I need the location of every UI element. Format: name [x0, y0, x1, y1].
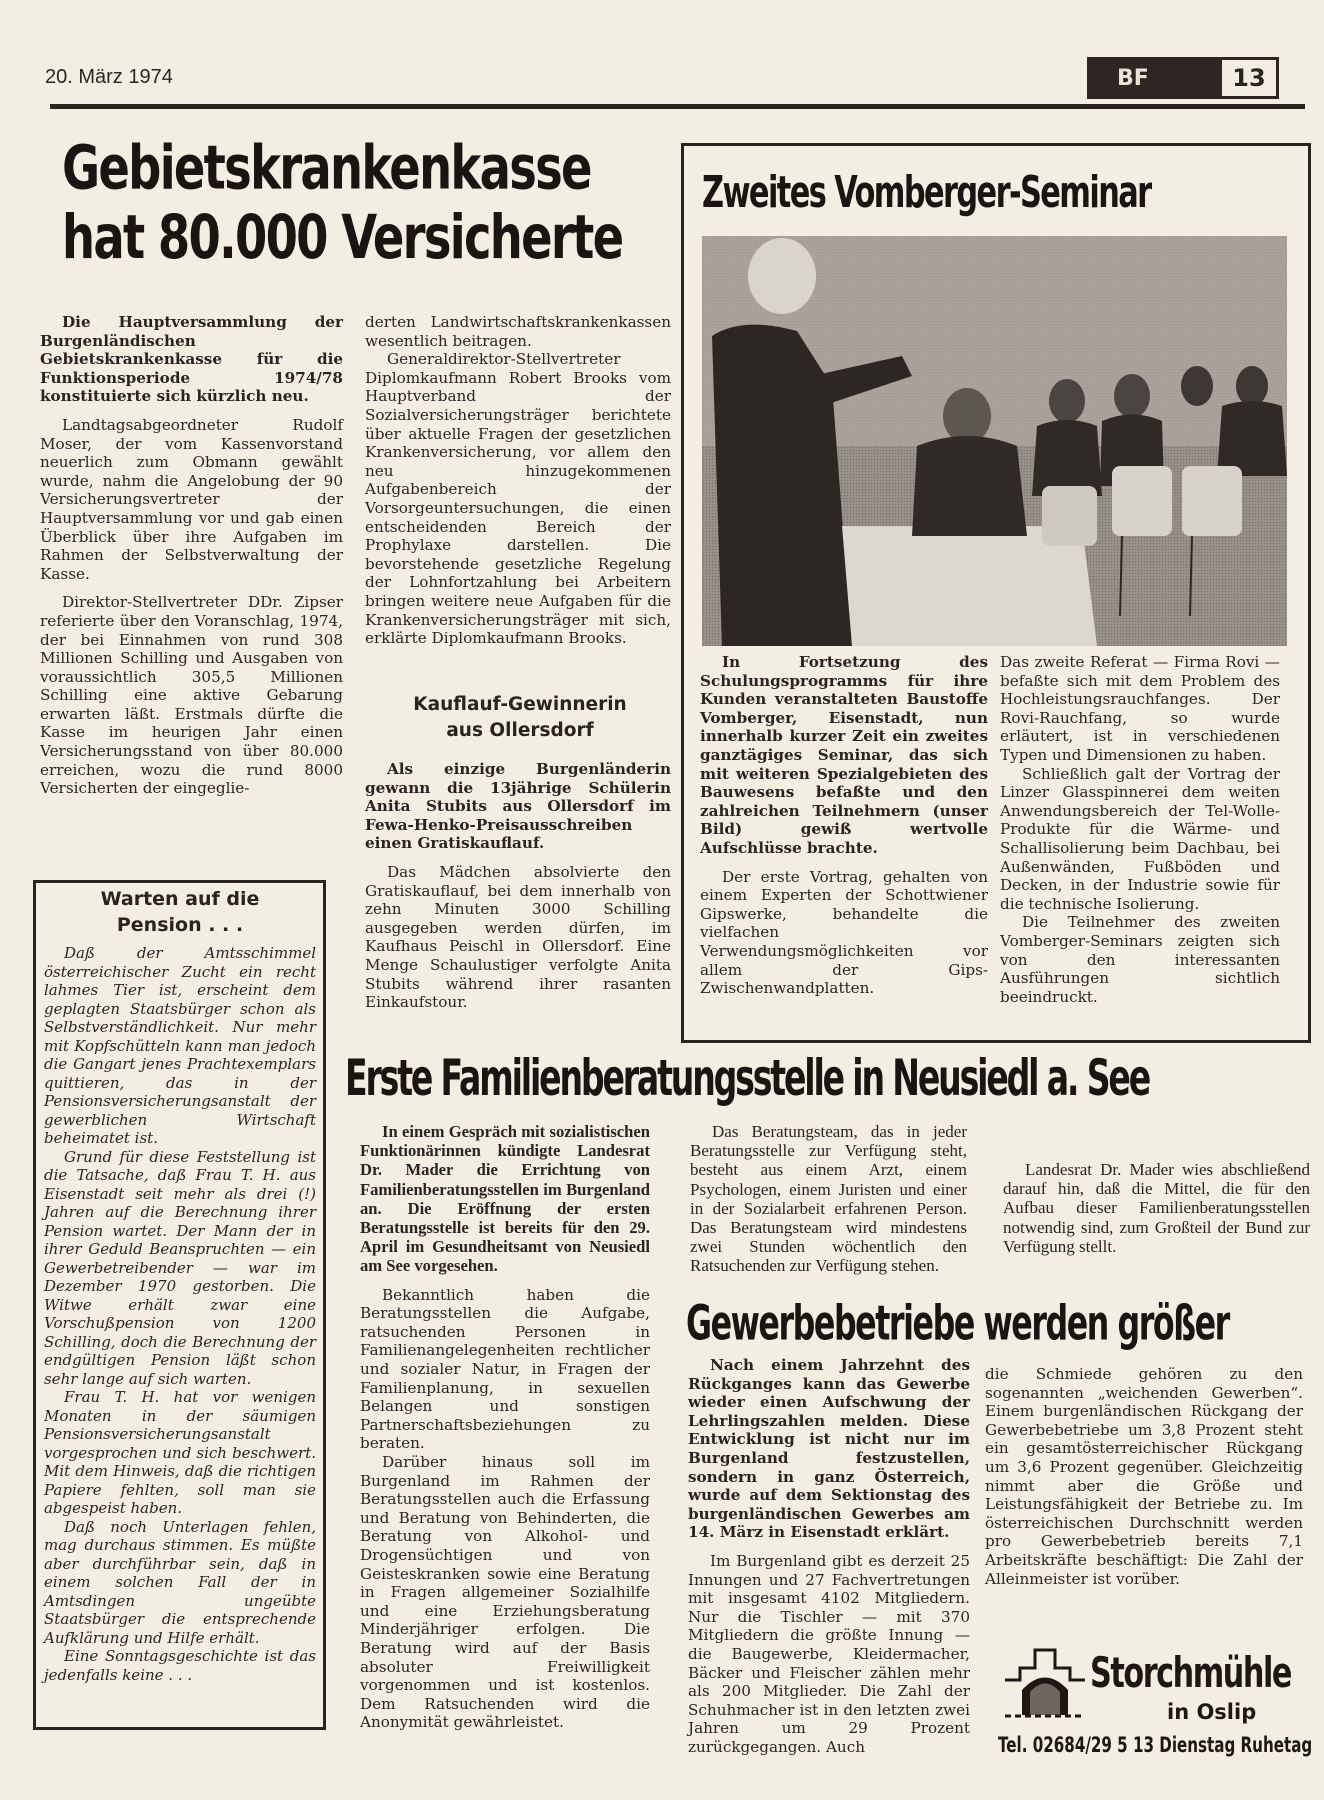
page-number: 13 — [1219, 57, 1279, 99]
page-badge — [1087, 57, 1307, 99]
article-paragraph: Generaldirektor-Stellvertreter Diplomkaufmann Robert Brooks vom Hauptverband der Sozialversicherungsträger berichtete über aktuelle Fragen der gesetzlichen Krankenversicherung, vor allem den neu hinzugekommenen Aufgabenbereich der Vorsorgeuntersuchungen, die einen entscheidenden Bereich der Prophylaxe darstellen. Die bevorstehende gesetzliche Regelung der Lohnfortzahlung bei Arbeitern bringen weitere neue Aufgaben für die Krankenversicherungsträger mit sich, erklärte Diplomkaufmann Brooks. — [365, 350, 671, 648]
article-paragraph: Bekanntlich haben die Beratungsstellen die Aufgabe, ratsuchenden Personen in Familienangelegenheiten rechtlicher und sozialer Natur, in Fragen der Familienplanung, in sexuellen Belangen und sonstigen Partnerschaftsbeziehungen zu beraten. — [360, 1285, 650, 1453]
article-lead: Als einzige Burgenländerin gewann die 13jährige Schülerin Anita Stubits aus Ollersdorf im Fewa-Henko-Preisausschreiben einen Gratiskauflauf. — [365, 760, 671, 853]
article-paragraph: Daß noch Unterlagen fehlen, mag durchaus stimmen. Es müßte aber durchführbar sein, daß in einem solchen Fall der in Amtsdingen ungeübte Staatsbürger die entsprechende Aufklärung und Hilfe erhält. — [44, 1517, 316, 1647]
headline-pension — [40, 886, 320, 938]
header-rule — [50, 104, 1305, 109]
headline-kasse — [62, 132, 623, 273]
article-lead: In einem Gespräch mit sozialistischen Funktionärinnen kündigte Landesrat Dr. Mader die Errichtung von Familienberatungsstellen im Burgenland an. Die Eröffnung der ersten Beratungsstelle ist bereits für den 29. April im Gesundheitsamt von Neusiedl am See vorgesehen. — [360, 1122, 650, 1276]
kauflauf-body — [365, 760, 671, 1012]
headline-line: Pension . . . — [116, 914, 244, 936]
article-paragraph: Schließlich galt der Vortrag der Linzer Glasspinnerei dem weiten Anwendungsbereich der Tel-Wolle-Produkte für die Wärme- und Schallisolierung beim Dachbau, bei Außenwänden, Fußböden und Decken, in der Industrie sowie für die technische Isolierung. — [1000, 764, 1280, 913]
article-paragraph: Frau T. H. hat vor wenigen Monaten in der säumigen Pensionsversicherungsanstalt vorgesprochen und sich beschwert. Mit dem Hinweis, daß die richtigen Papiere fehlten, soll man sie abgespeist haben. — [44, 1388, 316, 1517]
article-lead: In Fortsetzung des Schulungsprogramms für ihre Kunden veranstalteten Baustoffe Vomberger, Eisenstadt, nun innerhalb kurzer Zeit ein zweites ganztägiges Seminar, das sich mit weiteren Spezialgebieten des Bauwesens befaßte und den zahlreichen Teilnehmern (unser Bild) gewiß wertvolle Aufschlüsse brachte. — [700, 653, 988, 857]
ad-contact: Tel. 02684/29 5 13 Dienstag Ruhetag — [998, 1733, 1313, 1757]
article-paragraph: Direktor-Stellvertreter DDr. Zipser referierte über den Voranschlag, 1974, der bei Einnahmen von rund 308 Millionen Schilling und Ausgaben von voraussichtlich 305,5 Millionen Schilling eine aktive Gebarung erwarten läßt. Erstmals dürfte die Kasse im heurigen Jahr einen Versicherungsstand von über 80.000 erreichen, wozu die rund 8000 Versicherten der eingeglie- — [40, 593, 343, 798]
article-paragraph: die Schmiede gehören zu den sogenannten „weichenden Gewerben“. Einem burgenländischen Rückgang der Gewerbebetriebe um 3,8 Prozent steht ein gesamtösterreichischer Rückgang um 3,6 Prozent gegenüber. Gleichzeitig nimmt aber die Größe und Leistungsfähigkeit der Betriebe zu. Im österreichischen Durchschnitt werden pro Gewerbebetrieb bereits 7,1 Arbeitskräfte beschäftigt: Die Zahl der Alleinmeister ist vorüber. — [985, 1365, 1303, 1588]
gewerbe-column-2 — [985, 1365, 1303, 1588]
article-paragraph: Das Beratungsteam, das in jeder Beratungsstelle zur Verfügung steht, besteht aus einem Arzt, einem Psychologen, einem Juristen und einer in der Sozialarbeit erfahrenen Person. Das Beratungsteam wird mindestens zwei Stunden wöchentlich den Ratsuchenden zur Verfügung stehen. — [690, 1122, 967, 1276]
ad-location: in Oslip — [1167, 1700, 1257, 1724]
article-paragraph: Eine Sonntagsgeschichte ist das jedenfalls keine . . . — [44, 1647, 316, 1684]
headline-line: hat 80.000 Versicherte — [62, 201, 623, 273]
gewerbe-column-1 — [688, 1356, 970, 1756]
seminar-photo — [702, 236, 1287, 646]
headline-line: Kauflauf-Gewinnerin — [413, 694, 627, 715]
article-paragraph: derten Landwirtschaftskrankenkassen wesentlich beitragen. — [365, 313, 671, 350]
seminar-column-1 — [700, 653, 988, 998]
headline-line: Warten auf die — [100, 888, 260, 910]
mill-gate-icon — [1000, 1640, 1090, 1724]
article-paragraph: Der erste Vortrag, gehalten von einem Experten der Schottwiener Gipswerke, behandelte die vielfachen Verwendungsmöglichkeiten vor allem der Gips-Zwischenwandplatten. — [700, 867, 988, 998]
article-lead: Die Hauptversammlung der Burgenländischen Gebietskrankenkasse für die Funktionsperiode 1974/78 konstituierte sich kürzlich neu. — [40, 313, 343, 406]
ad-business-name: Storchmühle — [1090, 1648, 1291, 1697]
issue-date: 20. März 1974 — [45, 66, 173, 88]
familien-column-1 — [360, 1122, 650, 1732]
kasse-column-2 — [365, 313, 671, 648]
article-paragraph: Im Burgenland gibt es derzeit 25 Innungen und 27 Fachvertretungen mit insgesamt 4102 Mitgliedern. Nur die Tischler — mit 370 Mitgliedern die größte Innung — die Baugewerbe, Kleidermacher, Bäcker und Fleischer zählen mehr als 200 Mitglieder. Die Zahl der Schuhmacher ist in den letzten zwei Jahren um 29 Prozent zurückgegangen. Auch — [688, 1551, 970, 1756]
article-lead: Nach einem Jahrzehnt des Rückganges kann das Gewerbe wieder einen Aufschwung der Lehrlingszahlen melden. Diese Entwicklung ist nicht nur im Burgenland festzustellen, sondern in ganz Österreich, wurde auf dem Sektionstag des burgenländischen Gewerbes am 14. März in Eisenstadt erklärt. — [688, 1356, 970, 1542]
article-paragraph: Die Teilnehmer des zweiten Vomberger-Seminars zeigten sich von den interessanten Ausführungen sichtlich beeindruckt. — [1000, 913, 1280, 1006]
article-paragraph: Darüber hinaus soll im Burgenland im Rahmen der Beratungsstellen auch die Erfassung und Beratung von Behinderten, die Beratung von Alkohol- und Drogensüchtigen und von Geisteskranken sowie eine Beratung in Fragen allgemeiner Sozialhilfe und eine Erziehungsberatung Minderjähriger erfolgen. Die Beratung wird auf der Basis absoluter Freiwilligkeit vorgenommen und ist kostenlos. Dem Ratsuchenden wird die Anonymität gewährleistet. — [360, 1452, 650, 1732]
headline-familien: Erste Familienberatungsstelle in Neusiedl a. See — [345, 1048, 1150, 1107]
article-paragraph: Daß der Amtsschimmel österreichischer Zucht ein recht lahmes Tier ist, erscheint dem geplagten Staatsbürger schon als Selbstverständlichkeit. Nur mehr mit Kopfschütteln kann man jedoch die Gangart jenes Prachtexemplars quittieren, das in der Pensionsversicherungsanstalt der gewerblichen Wirtschaft beheimatet ist. — [44, 944, 316, 1147]
photo-illustration — [702, 236, 1287, 646]
article-paragraph: Grund für diese Feststellung ist die Tatsache, daß Frau T. H. aus Eisenstadt seit mehr als drei (!) Jahren auf die Berechnung ihrer Pension wartet. Der Mann der in ihrer Geduld Beanspruchten — ein Gewerbetreibender — war im Dezember 1970 gestorben. Die Witwe erhält zwar eine Vorschußpension von 1200 Schilling, doch die Berechnung der endgültigen Pension läßt schon sehr lange auf sich warten. — [44, 1147, 316, 1388]
familien-column-2 — [690, 1122, 967, 1276]
familien-column-3 — [1003, 1160, 1310, 1256]
headline-line: Gebietskrankenkasse — [62, 132, 591, 203]
kasse-column-1 — [40, 313, 343, 798]
article-paragraph: Das Mädchen absolvierte den Gratiskauflauf, bei dem innerhalb von zehn Minuten 3000 Schilling ausgegeben werden dürfen, im Kaufhaus Peischl in Ollersdorf. Eine Menge Schaulustiger verfolgte Anita Stubits während ihrer rasanten Einkaufstour. — [365, 862, 671, 1012]
seminar-column-2 — [1000, 653, 1280, 1006]
section-label: BF — [1087, 57, 1219, 99]
headline-gewerbe: Gewerbebetriebe werden größer — [686, 1295, 1229, 1352]
headline-kauflauf — [370, 692, 670, 744]
headline-line: aus Ollersdorf — [446, 720, 594, 741]
article-paragraph: Landtagsabgeordneter Rudolf Moser, der vom Kassenvorstand neuerlich zum Obmann gewählt wurde, nahm die Angelobung der 90 Versicherungsvertreter der Hauptversammlung vor und gab einen Überblick über ihre Aufgaben im Rahmen der Selbstverwaltung der Kasse. — [40, 415, 343, 583]
headline-seminar: Zweites Vomberger-Seminar — [702, 166, 1151, 218]
article-paragraph: Das zweite Referat — Firma Rovi — befaßte sich mit dem Problem des Hochleistungsrauchfanges. Der Rovi-Rauchfang, so wurde erläutert, ist in verschiedenen Typen und Dimensionen zu haben. — [1000, 653, 1280, 764]
article-paragraph: Landesrat Dr. Mader wies abschließend darauf hin, daß die Mittel, die für den Aufbau dieser Familienberatungsstellen notwendig sind, zum Großteil der Bund zur Verfügung stellt. — [1003, 1160, 1310, 1256]
pension-body — [44, 944, 316, 1684]
